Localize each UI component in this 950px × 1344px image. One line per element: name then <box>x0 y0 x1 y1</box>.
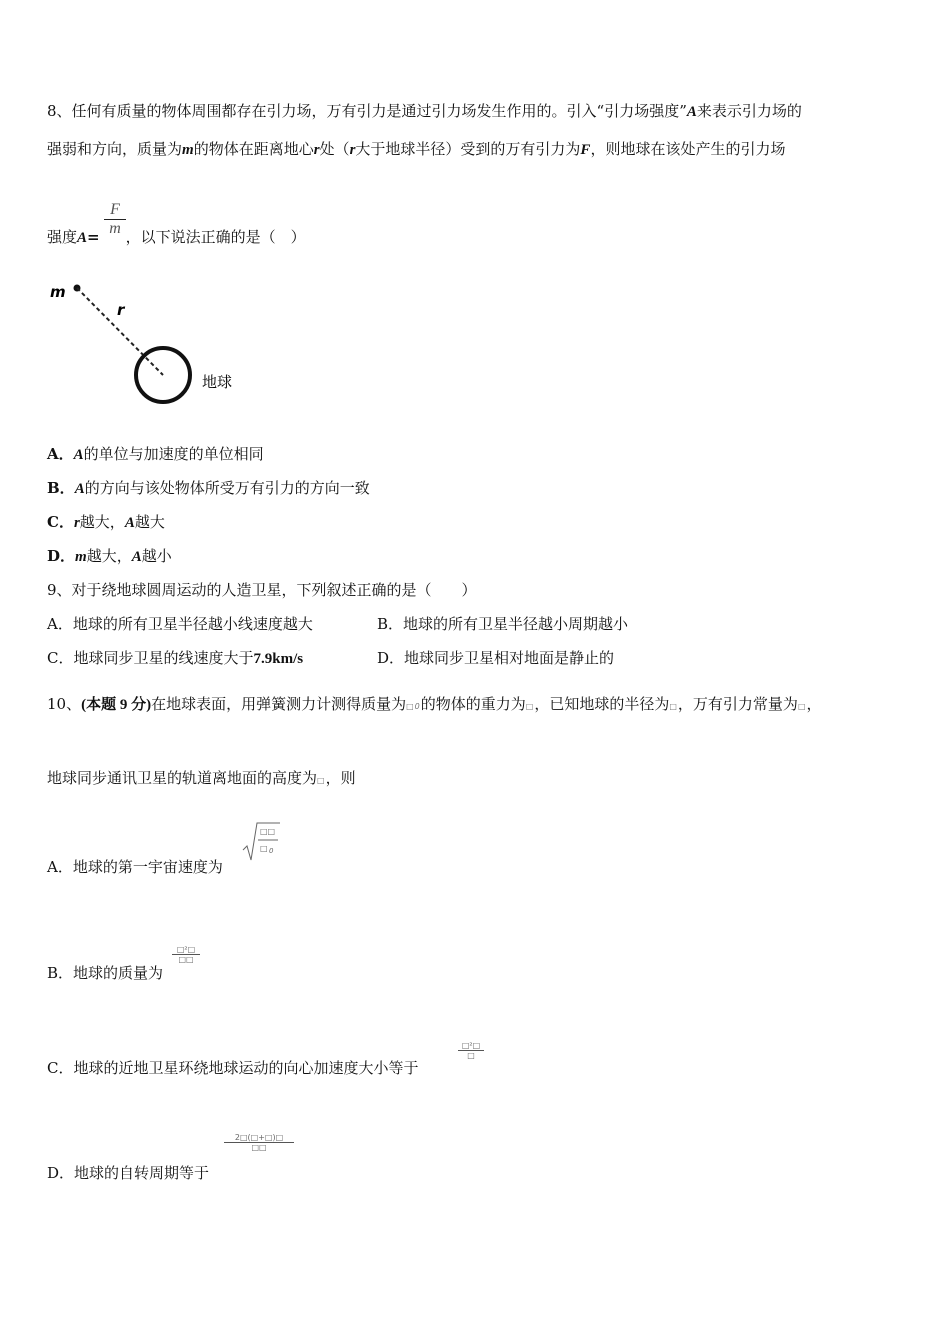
svg-text:0: 0 <box>269 847 274 855</box>
q9-option-b: B．地球的所有卫星半径越小周期越小 <box>377 615 629 633</box>
q8-line3: 强度A= ，以下说法正确的是（ ） <box>47 228 306 246</box>
q8-figure-earth-diagram <box>40 275 260 415</box>
q10-option-d: D．地球的自转周期等于 <box>47 1164 210 1182</box>
q10-option-b: B．地球的质量为 <box>47 964 164 982</box>
q8-option-c: C．r越大，A越大 <box>47 513 165 531</box>
figure-label-earth: 地球 <box>202 373 233 391</box>
q8-option-d: D．m越大，A越小 <box>47 547 172 565</box>
q10-line1: 10、(本题 9 分)在地球表面，用弹簧测力计测得质量为□0的物体的重力为□，已知地球的半径为□，万有引力常量为□， <box>47 695 822 713</box>
q8-line2: 强弱和方向，质量为m的物体在距离地心r处（r大于地球半径）受到的万有引力为F，则地球在该处产生的引力场 <box>47 140 786 158</box>
q10-option-b-fraction: □²□ □□ <box>172 945 200 964</box>
q8-number: 8、 <box>47 102 72 120</box>
q9-option-d: D．地球同步卫星相对地面是静止的 <box>377 649 615 667</box>
q10-line2: 地球同步通讯卫星的轨道离地面的高度为□，则 <box>47 769 356 787</box>
q8-fraction-F-over-m: $\frac{F}{m}$ <box>104 201 126 238</box>
q10-option-a-sqrt-formula <box>242 820 282 864</box>
svg-text:□□: □□ <box>260 827 276 836</box>
figure-label-m: m <box>50 283 66 301</box>
q10-option-a: A．地球的第一宇宙速度为 <box>47 858 223 876</box>
q10-option-c: C．地球的近地卫星环绕地球运动的向心加速度大小等于 <box>47 1059 419 1077</box>
q9-stem: 9、对于绕地球圆周运动的人造卫星，下列叙述正确的是（ ） <box>47 581 477 599</box>
q9-option-c: C．地球同步卫星的线速度大于7.9km/s <box>47 649 304 667</box>
q10-option-d-fraction: 2□(□+□)□ □□ <box>224 1133 294 1152</box>
q10-option-c-fraction: □²□ □ <box>458 1041 484 1060</box>
q9-option-a: A．地球的所有卫星半径越小线速度越大 <box>47 615 313 633</box>
figure-label-r: r <box>117 301 125 319</box>
q8-option-b: B．A的方向与该处物体所受万有引力的方向一致 <box>47 479 370 497</box>
q8-line1: 8、任何有质量的物体周围都存在引力场，万有引力是通过引力场发生作用的。引入“引力场强度”A来表示引力场的 <box>47 102 802 120</box>
q8-option-a: A．A的单位与加速度的单位相同 <box>47 445 264 463</box>
svg-text:□: □ <box>260 844 268 853</box>
